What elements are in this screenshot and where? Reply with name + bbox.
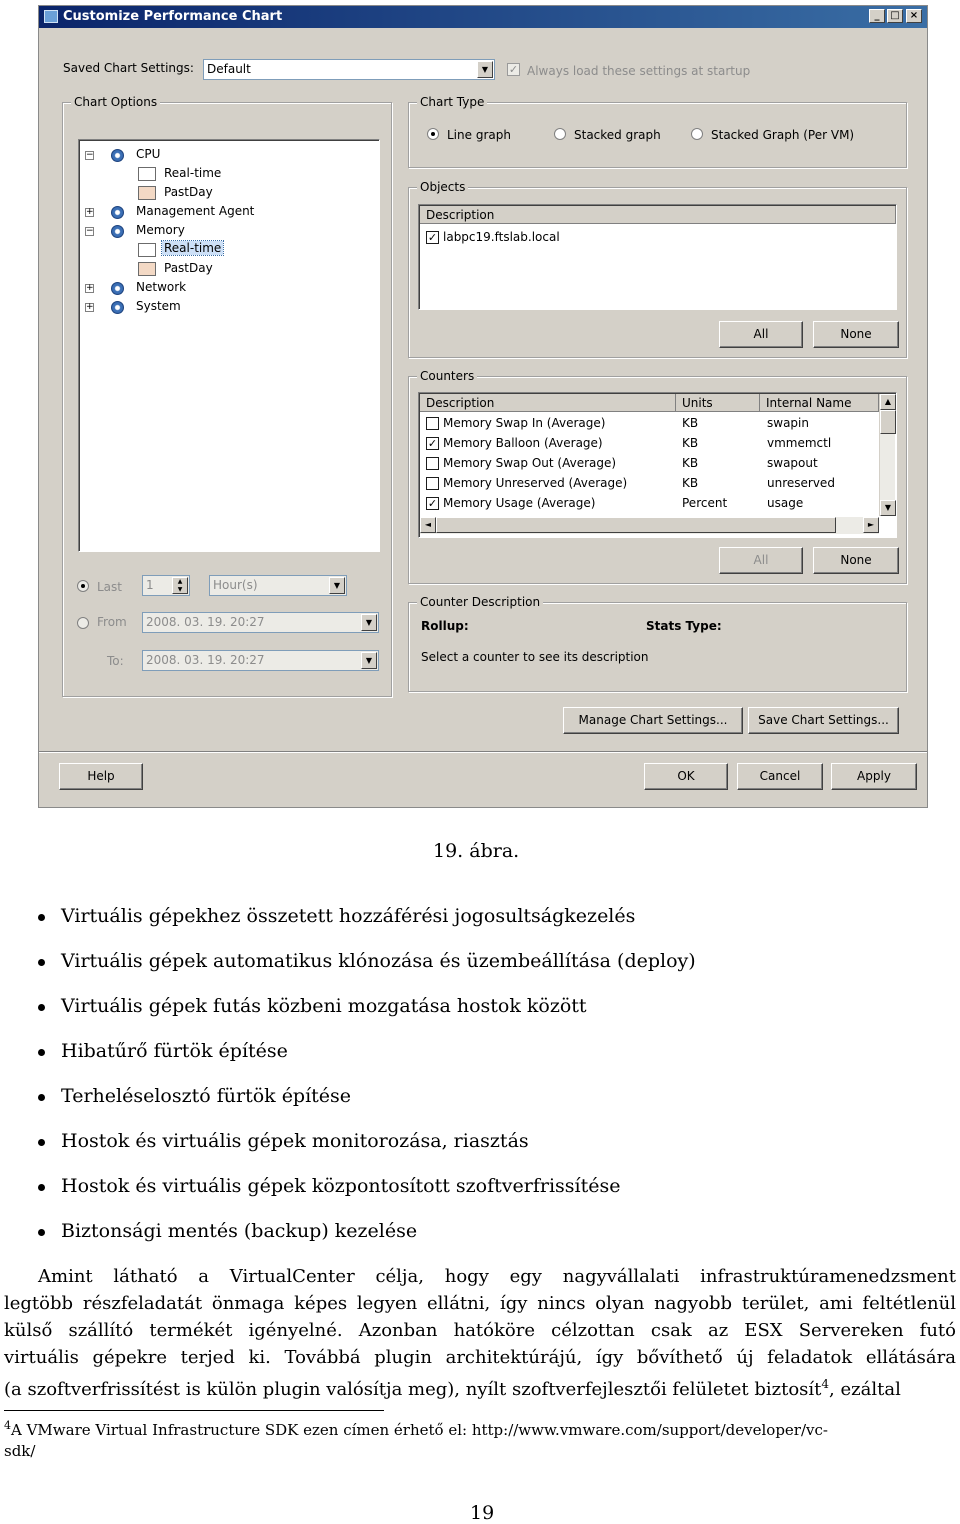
tree-item-cpu-realtime[interactable]: Real-time bbox=[164, 166, 222, 180]
line-graph-label[interactable]: Line graph bbox=[447, 128, 511, 142]
tree-item-cpu-pastday[interactable]: PastDay bbox=[164, 185, 213, 199]
list-item: Virtuális gépek futás közbeni mozgatása hostok között bbox=[61, 995, 587, 1017]
list-item: Terheléselosztó fürtök építése bbox=[61, 1085, 352, 1107]
column-header-description[interactable] bbox=[420, 394, 676, 412]
table-row[interactable] bbox=[419, 493, 879, 513]
column-internal-name-label: Internal Name bbox=[766, 396, 852, 410]
chevron-down-icon[interactable]: ▼ bbox=[477, 61, 493, 78]
objects-all-button[interactable]: All bbox=[719, 321, 803, 348]
system-icon bbox=[111, 301, 124, 314]
bullet-dot bbox=[38, 959, 45, 966]
list-item: Virtuális gépekhez összetett hozzáférési jogosultságkezelés bbox=[61, 905, 636, 927]
paragraph-line: legtöbb részfeladatát önmaga képes legyen ellátni, így nincs olyan nagyobb terület, ami feltétlenül bbox=[4, 1293, 956, 1314]
bullet-dot bbox=[38, 1049, 45, 1056]
table-row[interactable] bbox=[419, 473, 879, 493]
list-item: Hostok és virtuális gépek központosított szoftverfrissítése bbox=[61, 1175, 621, 1197]
list-item: Hostok és virtuális gépek monitorozása, riasztás bbox=[61, 1130, 529, 1152]
always-load-checkbox[interactable]: ✓ bbox=[508, 63, 519, 76]
chart-type-title: Chart Type bbox=[417, 95, 487, 109]
counter-description: Memory Unreserved (Average) bbox=[443, 476, 628, 490]
footnote-text-continued: sdk/ bbox=[4, 1442, 36, 1460]
counter-checkbox[interactable] bbox=[426, 457, 439, 470]
counter-units: KB bbox=[682, 476, 699, 490]
scroll-thumb[interactable] bbox=[436, 517, 836, 533]
paragraph-text: , ezáltal bbox=[829, 1379, 901, 1400]
expand-icon[interactable]: + bbox=[86, 283, 94, 293]
counter-units: KB bbox=[682, 416, 699, 430]
dialog-title: Customize Performance Chart bbox=[63, 9, 283, 24]
scroll-left-icon[interactable]: ◄ bbox=[420, 517, 436, 533]
saved-settings-dropdown[interactable] bbox=[203, 59, 495, 80]
counters-none-button[interactable]: None bbox=[813, 547, 899, 574]
tree-item-memory[interactable]: Memory bbox=[136, 223, 185, 237]
objects-column-header[interactable] bbox=[420, 206, 896, 224]
from-date-field[interactable] bbox=[142, 612, 379, 633]
help-button[interactable]: Help bbox=[59, 763, 143, 790]
title-bar[interactable] bbox=[39, 6, 927, 28]
counter-internal-name: usage bbox=[767, 496, 804, 510]
tree-item-memory-realtime[interactable]: Real-time bbox=[164, 241, 222, 255]
cancel-button[interactable]: Cancel bbox=[737, 763, 823, 790]
customize-performance-chart-dialog bbox=[38, 5, 928, 808]
tree-item-memory-pastday[interactable]: PastDay bbox=[164, 261, 213, 275]
agent-icon bbox=[111, 206, 124, 219]
counter-internal-name: vmmemctl bbox=[767, 436, 832, 450]
collapse-icon[interactable]: − bbox=[86, 226, 94, 236]
line-graph-radio[interactable] bbox=[427, 128, 439, 140]
footnote-text: A VMware Virtual Infrastructure SDK ezen címen érhető el: http://www.vmware.com/support/developer/vc- bbox=[11, 1421, 828, 1439]
counter-internal-name: unreserved bbox=[767, 476, 835, 490]
chart-options-title: Chart Options bbox=[71, 95, 160, 109]
stats-type-label: Stats Type: bbox=[646, 619, 722, 633]
to-date-value: 2008. 03. 19. 20:27 bbox=[146, 653, 265, 667]
counter-description-hint: Select a counter to see its description bbox=[421, 650, 649, 664]
column-units-label: Units bbox=[682, 396, 713, 410]
from-radio[interactable] bbox=[77, 617, 89, 629]
counter-description: Memory Swap In (Average) bbox=[443, 416, 606, 430]
object-label: labpc19.ftslab.local bbox=[443, 230, 560, 244]
always-load-label: Always load these settings at startup bbox=[527, 64, 751, 78]
counters-all-button[interactable]: All bbox=[719, 547, 803, 574]
bullet-dot bbox=[38, 914, 45, 921]
footnote-mark: 4 bbox=[821, 1377, 830, 1391]
last-radio[interactable] bbox=[77, 580, 89, 592]
saved-settings-value: Default bbox=[207, 62, 251, 76]
scroll-up-icon[interactable]: ▲ bbox=[880, 394, 896, 410]
stacked-graph-per-vm-radio[interactable] bbox=[691, 128, 703, 140]
expand-icon[interactable]: + bbox=[86, 302, 94, 312]
tree-item-system[interactable]: System bbox=[136, 299, 181, 313]
objects-list[interactable] bbox=[418, 204, 897, 310]
footnote-rule bbox=[4, 1410, 384, 1411]
counter-description-title: Counter Description bbox=[417, 595, 543, 609]
tree-item-cpu[interactable]: CPU bbox=[136, 147, 161, 161]
memory-icon bbox=[111, 225, 124, 238]
paragraph-line: külső szállító termékét igényelné. Azonban hatóköre célzottan csak az ESX Servereken futó bbox=[4, 1320, 956, 1341]
counters-title: Counters bbox=[417, 369, 477, 383]
to-date-field[interactable] bbox=[142, 650, 379, 671]
spinner-icon[interactable]: ▲ ▼ bbox=[172, 577, 188, 594]
close-icon[interactable]: × bbox=[906, 9, 922, 23]
counters-table[interactable] bbox=[418, 392, 897, 538]
stacked-graph-label[interactable]: Stacked graph bbox=[574, 128, 661, 142]
saved-settings-label: Saved Chart Settings: bbox=[63, 61, 194, 75]
table-row[interactable] bbox=[419, 433, 879, 453]
tree-item-network[interactable]: Network bbox=[136, 280, 187, 294]
paragraph-line: virtuális gépekre terjed ki. Továbbá plugin architektúrájú, így bővíthető új feladatok ellátására bbox=[4, 1347, 956, 1368]
apply-button[interactable]: Apply bbox=[831, 763, 917, 790]
grid-chart-icon bbox=[138, 186, 156, 200]
chevron-down-icon[interactable]: ▼ bbox=[361, 614, 377, 631]
counter-units: KB bbox=[682, 436, 699, 450]
network-icon bbox=[111, 282, 124, 295]
column-header-internal-name[interactable] bbox=[760, 394, 879, 412]
table-row[interactable] bbox=[419, 413, 879, 433]
counter-checkbox[interactable] bbox=[426, 477, 439, 490]
vertical-scrollbar[interactable] bbox=[879, 394, 895, 516]
list-item: Virtuális gépek automatikus klónozása és üzembeállítása (deploy) bbox=[61, 950, 696, 972]
horizontal-scrollbar[interactable] bbox=[420, 517, 879, 534]
object-checkbox[interactable]: ✓ bbox=[427, 231, 438, 244]
counter-description: Memory Swap Out (Average) bbox=[443, 456, 617, 470]
column-header-units[interactable] bbox=[676, 394, 760, 412]
bullet-dot bbox=[38, 1004, 45, 1011]
last-value: 1 bbox=[146, 578, 154, 592]
save-chart-settings-button[interactable]: Save Chart Settings... bbox=[748, 707, 899, 734]
counter-description: Memory Balloon (Average) bbox=[443, 436, 603, 450]
ok-button[interactable]: OK bbox=[644, 763, 728, 790]
objects-none-button[interactable]: None bbox=[813, 321, 899, 348]
list-item: Hibatűrő fürtök építése bbox=[61, 1040, 288, 1062]
counter-units: KB bbox=[682, 456, 699, 470]
cpu-icon bbox=[111, 149, 124, 162]
scroll-right-icon[interactable]: ► bbox=[863, 517, 879, 533]
bullet-dot bbox=[38, 1094, 45, 1101]
paragraph-text: (a szoftverfrissítést is külön plugin valósítja meg), nyílt szoftverfejlesztői felületet biztosít bbox=[4, 1379, 822, 1400]
manage-chart-settings-button[interactable]: Manage Chart Settings... bbox=[563, 707, 743, 734]
paragraph-line: Amint látható a VirtualCenter célja, hogy egy nagyvállalati infrastruktúramenedzsment bbox=[38, 1266, 956, 1287]
chevron-down-icon[interactable]: ▼ bbox=[329, 577, 345, 594]
figure-caption: 19. ábra. bbox=[433, 840, 520, 862]
scroll-thumb[interactable] bbox=[880, 410, 896, 434]
page-number: 19 bbox=[470, 1502, 495, 1524]
counter-description: Memory Usage (Average) bbox=[443, 496, 596, 510]
app-icon bbox=[44, 10, 58, 23]
counter-checkbox[interactable]: ✓ bbox=[427, 437, 438, 450]
expand-icon[interactable]: + bbox=[86, 207, 94, 217]
last-label: Last bbox=[97, 580, 122, 594]
objects-title: Objects bbox=[417, 180, 468, 194]
divider bbox=[39, 751, 927, 752]
line-chart-icon bbox=[138, 167, 156, 181]
from-date-value: 2008. 03. 19. 20:27 bbox=[146, 615, 265, 629]
counter-description-group bbox=[408, 595, 907, 692]
counter-units: Percent bbox=[682, 496, 728, 510]
counter-checkbox[interactable]: ✓ bbox=[427, 497, 438, 510]
last-value-stepper[interactable] bbox=[142, 575, 190, 596]
objects-description-header: Description bbox=[426, 208, 495, 222]
footnote-number: 4 bbox=[4, 1419, 11, 1432]
metrics-tree[interactable] bbox=[78, 139, 380, 552]
minimize-icon[interactable]: _ bbox=[869, 9, 885, 23]
from-label: From bbox=[97, 615, 127, 629]
table-row[interactable] bbox=[419, 453, 879, 473]
tree-item-management-agent[interactable]: Management Agent bbox=[136, 204, 255, 218]
bullet-dot bbox=[38, 1184, 45, 1191]
maximize-icon[interactable]: □ bbox=[887, 9, 903, 23]
rollup-label: Rollup: bbox=[421, 619, 469, 633]
last-unit-value: Hour(s) bbox=[213, 578, 258, 592]
scroll-down-icon[interactable]: ▼ bbox=[880, 500, 896, 516]
stacked-graph-radio[interactable] bbox=[554, 128, 566, 140]
list-item: Biztonsági mentés (backup) kezelése bbox=[61, 1220, 418, 1242]
last-unit-dropdown[interactable] bbox=[209, 575, 347, 596]
paragraph-line-last bbox=[4, 1371, 956, 1403]
bullet-dot bbox=[38, 1139, 45, 1146]
counter-checkbox[interactable] bbox=[426, 417, 439, 430]
collapse-icon[interactable]: − bbox=[86, 150, 94, 160]
counter-internal-name: swapout bbox=[767, 456, 818, 470]
counter-internal-name: swapin bbox=[767, 416, 809, 430]
bullet-dot bbox=[38, 1229, 45, 1236]
body-paragraph bbox=[4, 1263, 956, 1403]
footnote bbox=[4, 1415, 956, 1462]
stacked-graph-per-vm-label[interactable]: Stacked Graph (Per VM) bbox=[711, 128, 855, 142]
column-description-label: Description bbox=[426, 396, 495, 410]
chevron-down-icon[interactable]: ▼ bbox=[361, 652, 377, 669]
to-label: To: bbox=[107, 654, 124, 668]
grid-chart-icon bbox=[138, 262, 156, 276]
line-chart-icon bbox=[138, 243, 156, 257]
